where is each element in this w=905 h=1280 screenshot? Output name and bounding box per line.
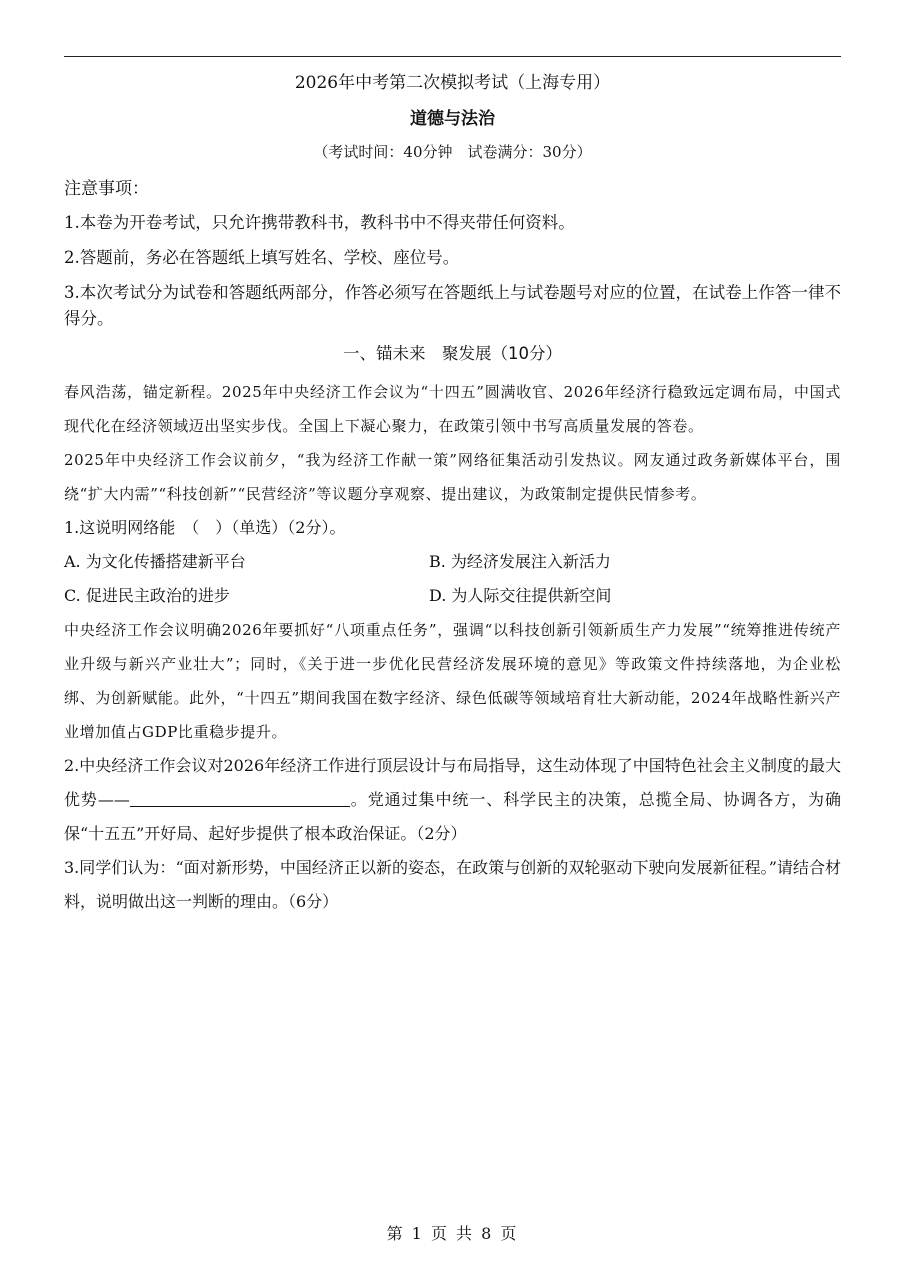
note-item: 2.答题前，务必在答题纸上填写姓名、学校、座位号。 (64, 248, 460, 267)
question-2-text-start: 2.中央经济工作会议对2026年经济工作进行顶层设计与布局指导，这生动体现了中国特色社会主义制度的最大优势—— (64, 756, 841, 809)
option-c: C. 促进民主政治的进步 (64, 586, 230, 605)
material-paragraph-1: 春风浩荡，锚定新程。2025年中央经济工作会议为“十四五”圆满收官、2026年经济行稳致远定调布局，中国式现代化在经济领域迈出坚实步伐。全国上下凝心聚力，在政策引领中书写高质量发展的答卷。 (64, 383, 841, 435)
exam-content (64, 174, 841, 919)
exam-title: 2026年中考第二次模拟考试（上海专用） (294, 73, 611, 93)
exam-subject: 道德与法治 (410, 109, 495, 129)
question-1: 1.这说明网络能 （ ）（单选）（2分）。 (64, 518, 346, 537)
option-a: A. 为文化传播搭建新平台 (64, 552, 246, 571)
page-number: 第 1 页 共 8 页 (386, 1224, 519, 1243)
option-b: B. 为经济发展注入新活力 (429, 552, 611, 571)
question-2 (64, 749, 841, 851)
note-item: 1.本卷为开卷考试，只允许携带教科书，教科书中不得夹带任何资料。 (64, 213, 575, 232)
option-d: D. 为人际交往提供新空间 (429, 586, 612, 605)
material-paragraph-3: 中央经济工作会议明确2026年要抓好“八项重点任务”，强调“以科技创新引领新质生产力发展”“统筹推进传统产业升级与新兴产业壮大”；同时，《关于进一步优化民营经济发展环境的意见》等政策文件持续落地，为企业松绑、为创新赋能。此外，“十四五”期间我国在数字经济、绿色低碳等领域培育壮大新动能，2024年战略性新兴产业增加值占GDP比重稳步提升。 (64, 621, 841, 741)
section-title: 一、锚未来 聚发展（10分） (343, 344, 562, 363)
question-1-options (64, 545, 841, 613)
material-paragraph-2: 2025年中央经济工作会议前夕，“我为经济工作献一策”网络征集活动引发热议。网友通过政务新媒体平台，围绕“扩大内需”“科技创新”“民营经济”等议题分享观察、提出建议，为政策制定提供民情参考。 (64, 451, 841, 503)
question-3: 3.同学们认为：“面对新形势，中国经济正以新的姿态，在政策与创新的双轮驱动下驶向发展新征程。”请结合材料，说明做出这一判断的理由。（6分） (64, 858, 841, 911)
exam-meta: （考试时间：40分钟 试卷满分：30分） (313, 143, 592, 161)
question-2-text-end: 。党通过集中统一、科学民主的决策，总揽全局、协调各方，为确保“十五五”开好局、起好步提供了根本政治保证。（2分） (64, 790, 841, 843)
top-rule (64, 56, 841, 57)
exam-header (64, 70, 841, 164)
answer-blank (130, 788, 350, 807)
note-item: 3.本次考试分为试卷和答题纸两部分，作答必须写在答题纸上与试卷题号对应的位置，在试卷上作答一律不得分。 (64, 283, 841, 328)
notes-title: 注意事项： (64, 179, 149, 199)
